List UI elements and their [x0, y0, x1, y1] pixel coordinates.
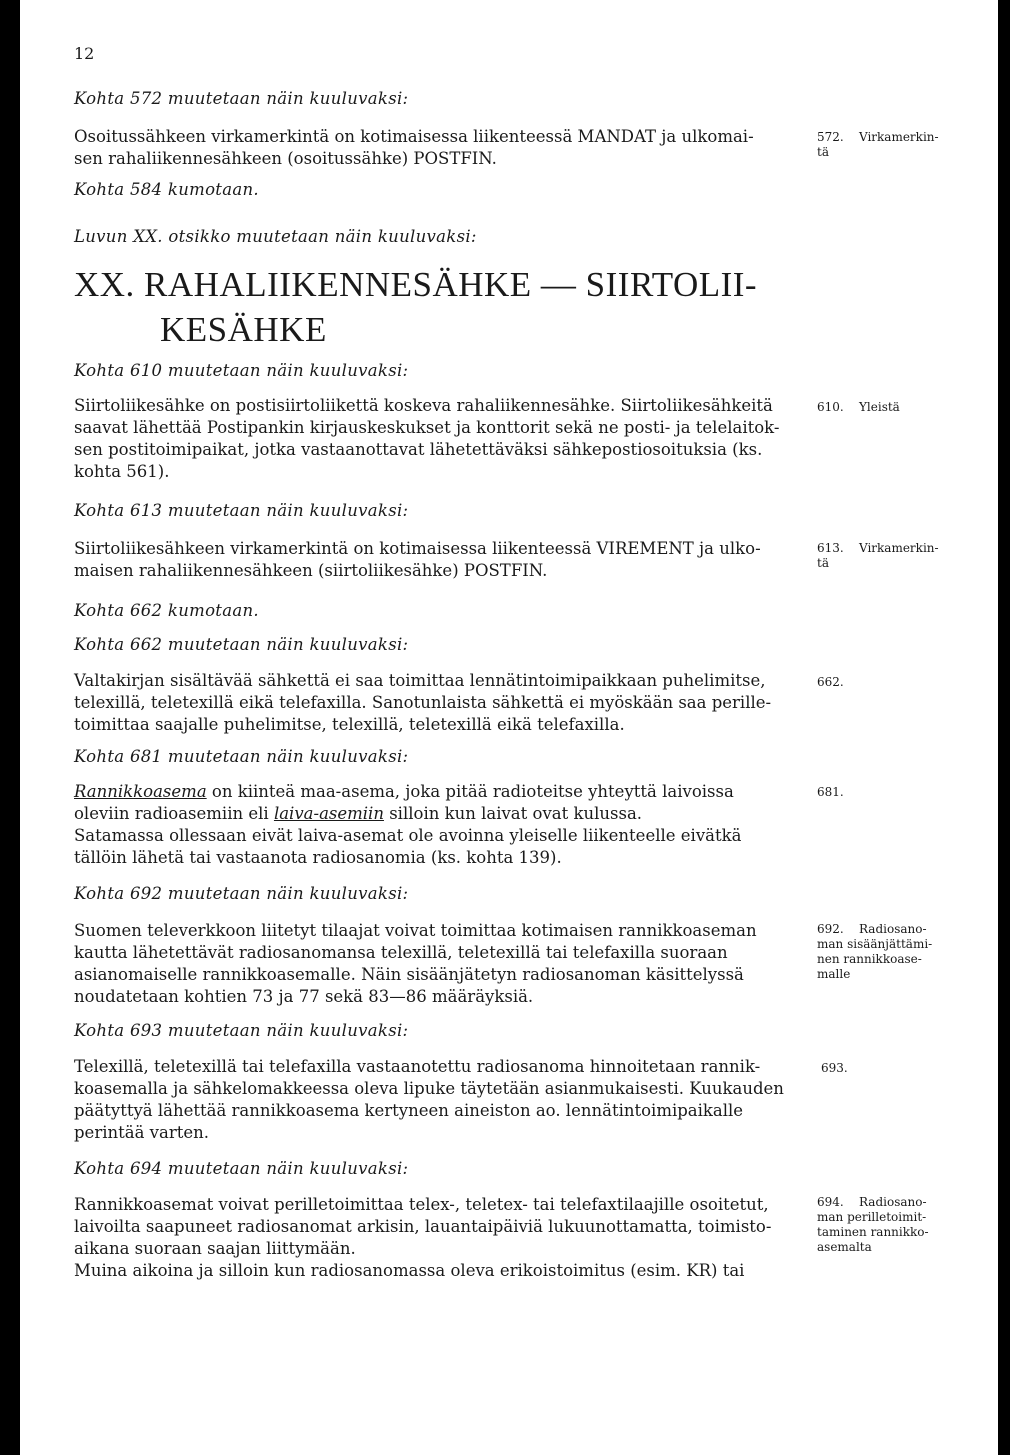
margin-label: tä [817, 145, 829, 159]
section-694-heading: Kohta 694 muutetaan näin kuuluvaksi: [74, 1159, 409, 1178]
defined-term: laiva-asemiin [273, 804, 384, 823]
section-692-body [74, 920, 786, 1008]
section-662-heading: Kohta 662 muutetaan näin kuuluvaksi: [74, 635, 409, 654]
body-line: Rannikkoasemat voivat perilletoimittaa telex-, teletex- tai telefaxtilaajille osoitetut, [74, 1195, 769, 1214]
margin-number: 613. [817, 541, 844, 555]
section-694-margin-note [817, 1195, 977, 1255]
section-610-heading: Kohta 610 muutetaan näin kuuluvaksi: [74, 361, 409, 380]
body-line: toimittaa saajalle puhelimitse, telexillä, teletexillä eikä telefaxilla. [74, 715, 625, 734]
margin-label: Virkamerkin- [859, 130, 939, 144]
margin-number: 610. [817, 400, 844, 414]
body-line: telexillä, teletexillä eikä telefaxilla. Sanotunlaista sähkettä ei myöskään saa perille- [74, 693, 772, 712]
margin-number: 662. [817, 675, 844, 689]
section-694-body [74, 1194, 786, 1282]
section-613-margin-note [817, 541, 977, 571]
body-text: oleviin radioasemiin eli [74, 804, 274, 823]
section-693-heading: Kohta 693 muutetaan näin kuuluvaksi: [74, 1021, 409, 1040]
body-text: on kiinteä maa-asema, joka pitää radioteitse yhteyttä laivoissa [206, 782, 734, 801]
body-line: Valtakirjan sisältävää sähkettä ei saa toimittaa lennätintoimipaikkaan puhelimitse, [74, 671, 766, 690]
margin-label: Virkamerkin- [859, 541, 939, 555]
margin-number: 692. [817, 922, 844, 936]
body-line: Siirtoliikesähke on postisiirtoliikettä koskeva rahaliikennesähke. Siirtoliikesähkeitä [74, 396, 773, 415]
body-text: silloin kun laivat ovat kulussa. [383, 804, 643, 823]
body-line: noudatetaan kohtien 73 ja 77 sekä 83—86 määräyksiä. [74, 987, 534, 1006]
body-line [74, 803, 786, 825]
body-line: koasemalla ja sähkelomakkeessa oleva lipuke täytetään asianmukaisesti. Kuukauden [74, 1079, 784, 1098]
body-line: Osoitussähkeen virkamerkintä on kotimaisessa liikenteessä MANDAT ja ulkomai- [74, 127, 754, 146]
section-662-margin-note [817, 675, 977, 690]
body-line: sen rahaliikennesähkeen (osoitussähke) POSTFIN. [74, 149, 497, 168]
body-line: kohta 561). [74, 462, 170, 481]
chapter-title [74, 262, 757, 352]
scan-edge-right [998, 0, 1010, 1455]
body-line: perintää varten. [74, 1123, 209, 1142]
margin-label: Yleistä [859, 400, 900, 414]
section-572-margin-note [817, 130, 977, 160]
body-line: laivoilta saapuneet radiosanomat arkisin, lauantaipäiviä lukuunottamatta, toimisto- [74, 1217, 772, 1236]
body-line: Satamassa ollessaan eivät laiva-asemat ole avoinna yleiselle liikenteelle eivätkä [74, 826, 742, 845]
body-line: saavat lähettää Postipankin kirjauskeskukset ja konttorit sekä ne posti- ja telelaitok- [74, 418, 780, 437]
margin-label: taminen rannikko- [817, 1225, 929, 1239]
margin-label: malle [817, 967, 851, 981]
page-number: 12 [74, 44, 95, 63]
body-line: Siirtoliikesähkeen virkamerkintä on kotimaisessa liikenteessä VIREMENT ja ulko- [74, 539, 761, 558]
margin-label: Radiosano- [859, 922, 927, 936]
chapter-title-line: KESÄHKE [160, 310, 327, 349]
section-662-body [74, 670, 786, 736]
section-584-heading: Kohta 584 kumotaan. [74, 180, 259, 199]
chapter-heading-note: Luvun XX. otsikko muutetaan näin kuuluvaksi: [74, 227, 477, 246]
section-681-heading: Kohta 681 muutetaan näin kuuluvaksi: [74, 747, 409, 766]
section-693-body [74, 1056, 786, 1144]
section-572-heading: Kohta 572 muutetaan näin kuuluvaksi: [74, 89, 409, 108]
section-662-repeal-heading: Kohta 662 kumotaan. [74, 601, 259, 620]
margin-label: tä [817, 556, 829, 570]
section-610-body [74, 395, 786, 483]
section-692-margin-note [817, 922, 977, 982]
body-line: aikana suoraan saajan liittymään. [74, 1239, 356, 1258]
body-line: tällöin lähetä tai vastaanota radiosanomia (ks. kohta 139). [74, 848, 562, 867]
margin-number: 694. [817, 1195, 844, 1209]
margin-label: asemalta [817, 1240, 872, 1254]
margin-label: nen rannikkoase- [817, 952, 922, 966]
body-line: Telexillä, teletexillä tai telefaxilla vastaanotettu radiosanoma hinnoitetaan rannik- [74, 1057, 761, 1076]
body-line: Suomen televerkkoon liitetyt tilaajat voivat toimittaa kotimaisen rannikkoaseman [74, 921, 757, 940]
margin-label: man perilletoimit- [817, 1210, 927, 1224]
body-line: maisen rahaliikennesähkeen (siirtoliikesähke) POSTFIN. [74, 561, 548, 580]
section-613-heading: Kohta 613 muutetaan näin kuuluvaksi: [74, 501, 409, 520]
section-572-body [74, 126, 786, 170]
body-line: sen postitoimipaikat, jotka vastaanottavat lähetettäväksi sähkepostiosoituksia (ks. [74, 440, 763, 459]
body-line [74, 781, 786, 803]
margin-number: 693. [821, 1061, 848, 1075]
defined-term: Rannikkoasema [74, 782, 207, 801]
chapter-title-line: XX. RAHALIIKENNESÄHKE — SIIRTOLII- [74, 265, 758, 304]
margin-label: man sisäänjättämi- [817, 937, 933, 951]
section-613-body [74, 538, 786, 582]
section-681-body [74, 781, 786, 869]
section-693-margin-note [817, 1061, 977, 1076]
margin-number: 681. [817, 785, 844, 799]
body-line: Muina aikoina ja silloin kun radiosanomassa oleva erikoistoimitus (esim. KR) tai [74, 1261, 745, 1280]
body-line: asianomaiselle rannikkoasemalle. Näin sisäänjätetyn radiosanoman käsittelyssä [74, 965, 744, 984]
margin-label: Radiosano- [859, 1195, 927, 1209]
scan-edge-left [0, 0, 20, 1455]
body-line: päätyttyä lähettää rannikkoasema kertyneen aineiston ao. lennätintoimipaikalle [74, 1101, 744, 1120]
margin-number: 572. [817, 130, 844, 144]
section-681-margin-note [817, 785, 977, 800]
body-line: kautta lähetettävät radiosanomansa telexillä, teletexillä tai telefaxilla suoraan [74, 943, 728, 962]
section-692-heading: Kohta 692 muutetaan näin kuuluvaksi: [74, 884, 409, 903]
section-610-margin-note [817, 400, 977, 415]
